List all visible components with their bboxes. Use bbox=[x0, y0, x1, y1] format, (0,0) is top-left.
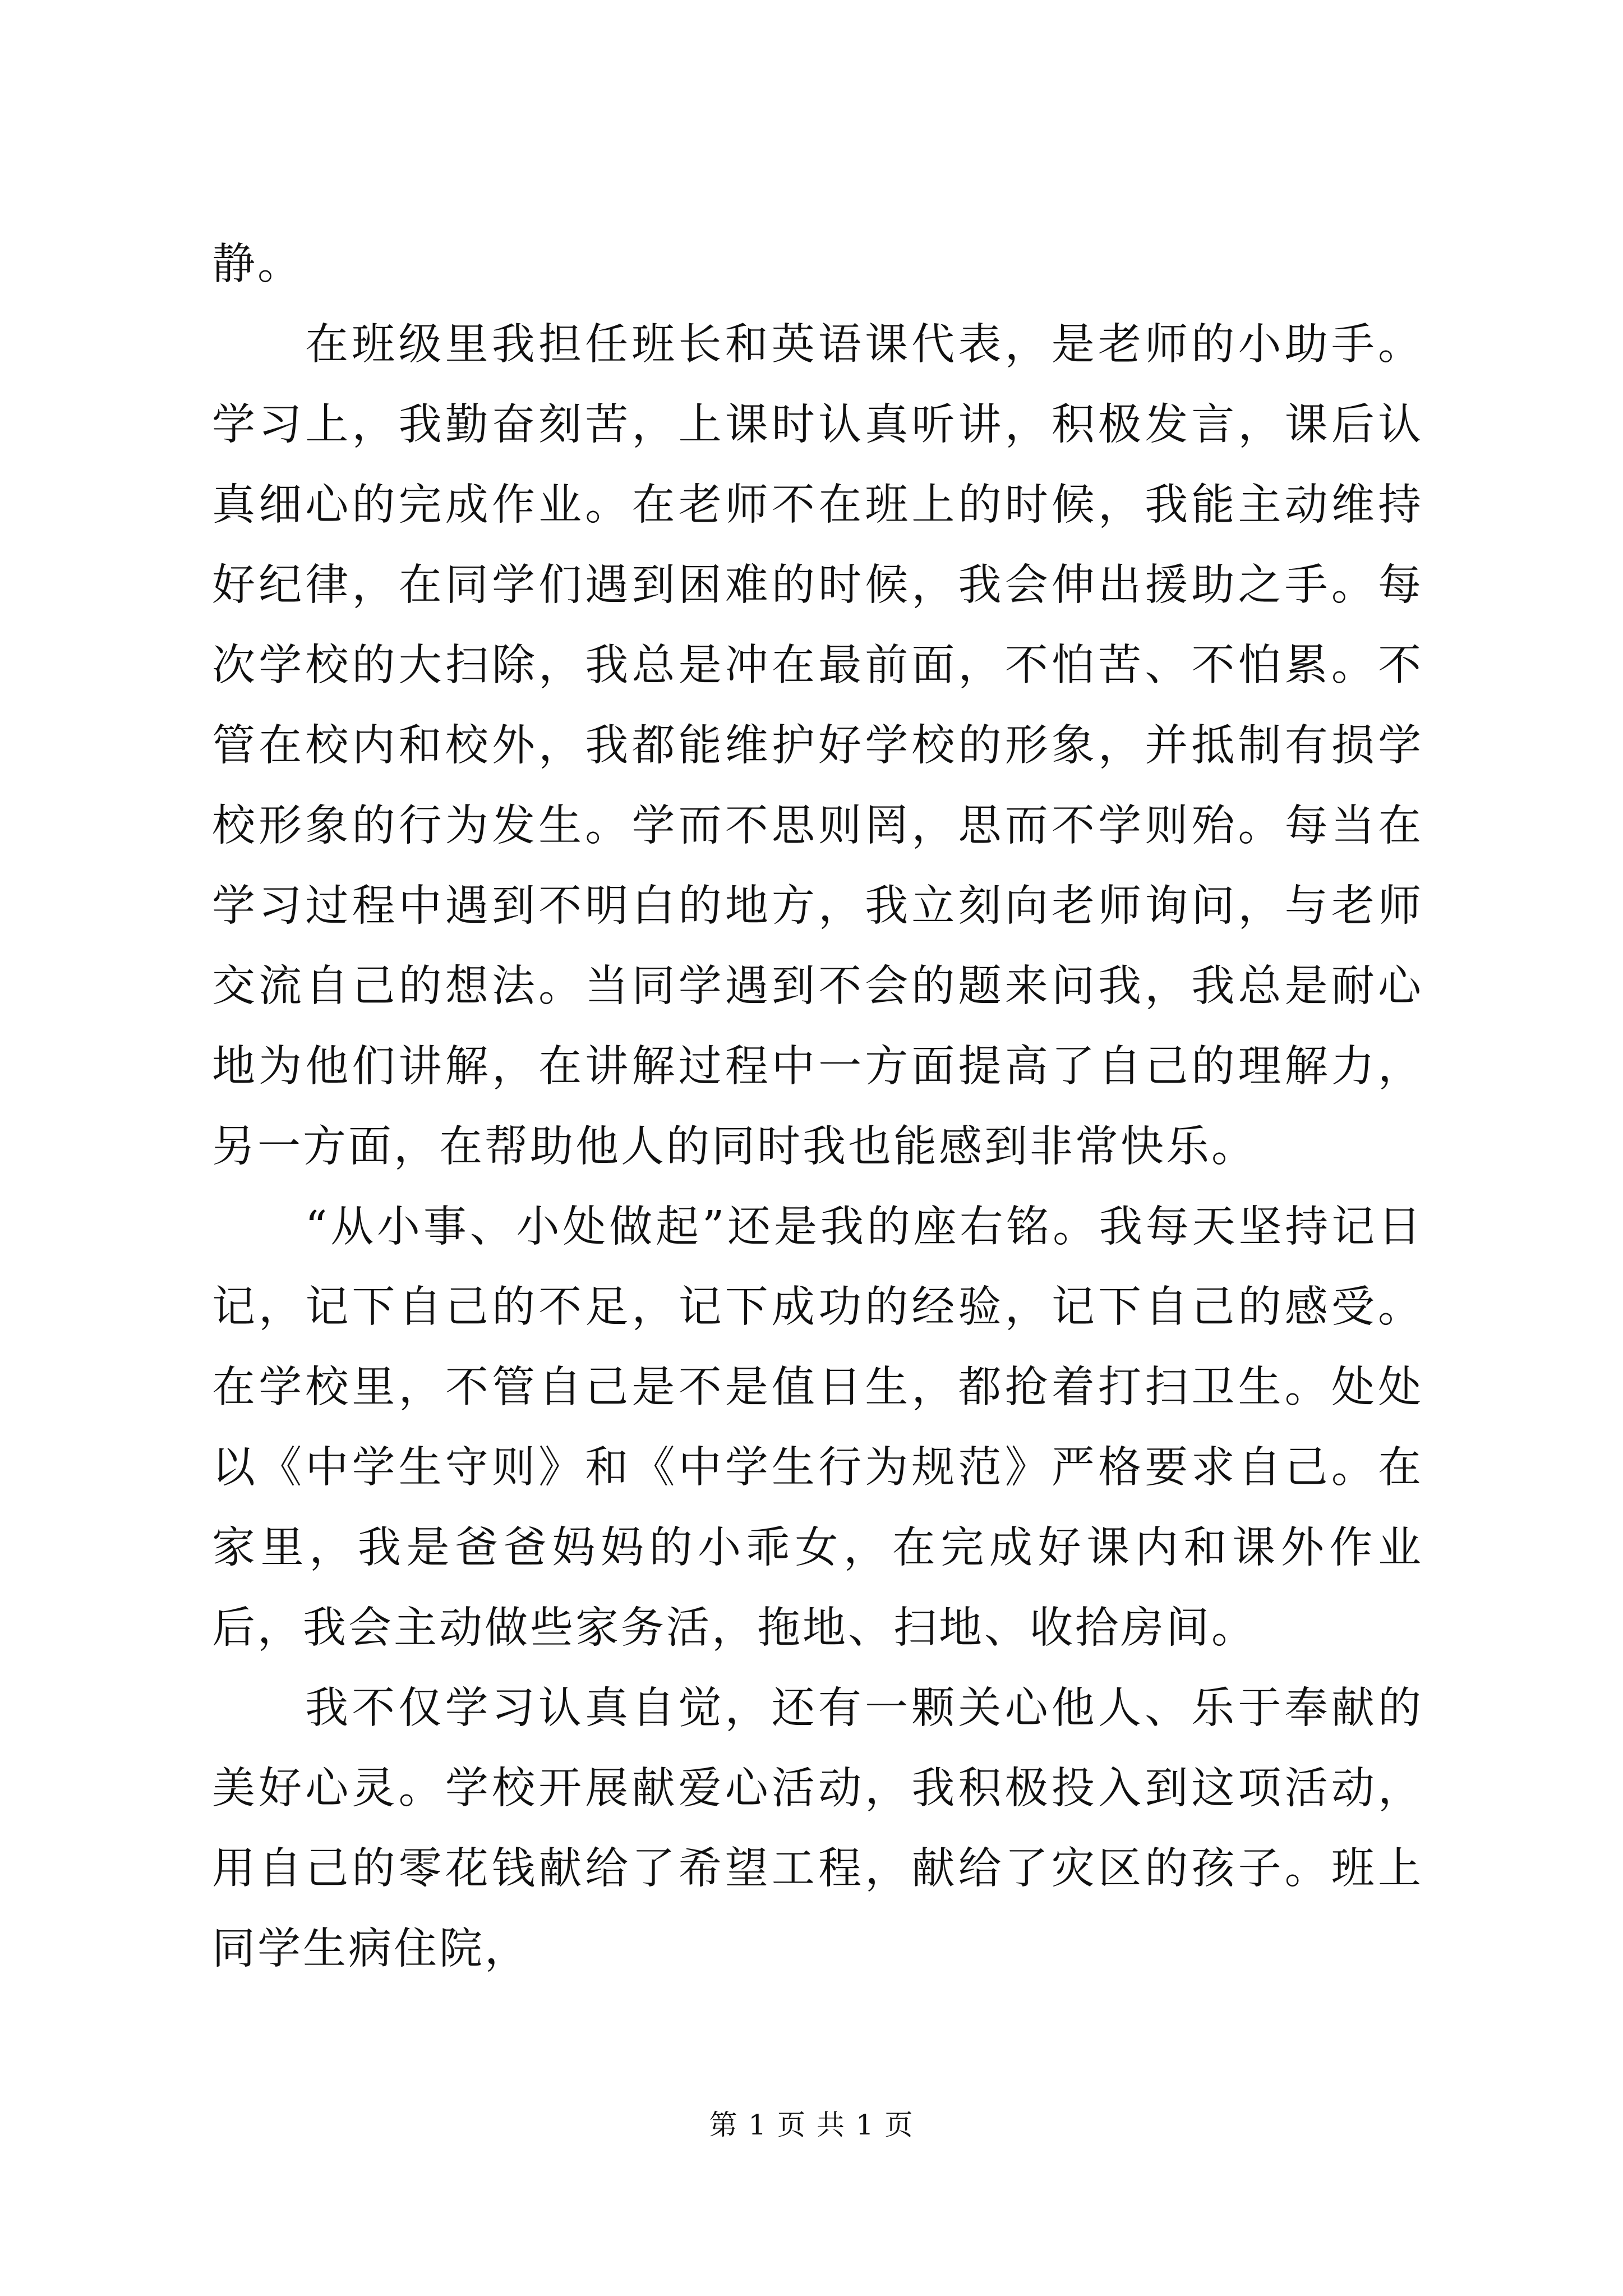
paragraph-charity: 我不仅学习认真自觉，还有一颗关心他人、乐于奉献的美好心灵。学校开展献爱心活动，我积极投入到这项活动，用自己的零花钱献给了希望工程，献给了灾区的孩子。班上同学生病住院， bbox=[212, 1683, 1423, 1974]
paragraph-continued: 静。 bbox=[212, 240, 303, 289]
document-body bbox=[212, 224, 1423, 1989]
page-footer: 第 1 页 共 1 页 bbox=[709, 2109, 914, 2141]
paragraph-motto: “从小事、小处做起”还是我的座右铭。我每天坚持记日记，记下自己的不足，记下成功的经验，记下自己的感受。在学校里，不管自己是不是值日生，都抢着打扫卫生。处处以《中学生守则》和《中学生行为规范》严格要求自己。在家里，我是爸爸妈妈的小乖女，在完成好课内和课外作业后，我会主动做些家务活，拖地、扫地、收拾房间。 bbox=[212, 1202, 1423, 1653]
paragraph-class-monitor: 在班级里我担任班长和英语课代表，是老师的小助手。学习上，我勤奋刻苦，上课时认真听讲，积极发言，课后认真细心的完成作业。在老师不在班上的时候，我能主动维持好纪律，在同学们遇到困难的时候，我会伸出援助之手。每次学校的大扫除，我总是冲在最前面，不怕苦、不怕累。不管在校内和校外，我都能维护好学校的形象，并抵制有损学校形象的行为发生。学而不思则罔，思而不学则殆。每当在学习过程中遇到不明白的地方，我立刻向老师询问，与老师交流自己的想法。当同学遇到不会的题来问我，我总是耐心地为他们讲解，在讲解过程中一方面提高了自己的理解力，另一方面，在帮助他人的同时我也能感到非常快乐。 bbox=[212, 320, 1423, 1172]
